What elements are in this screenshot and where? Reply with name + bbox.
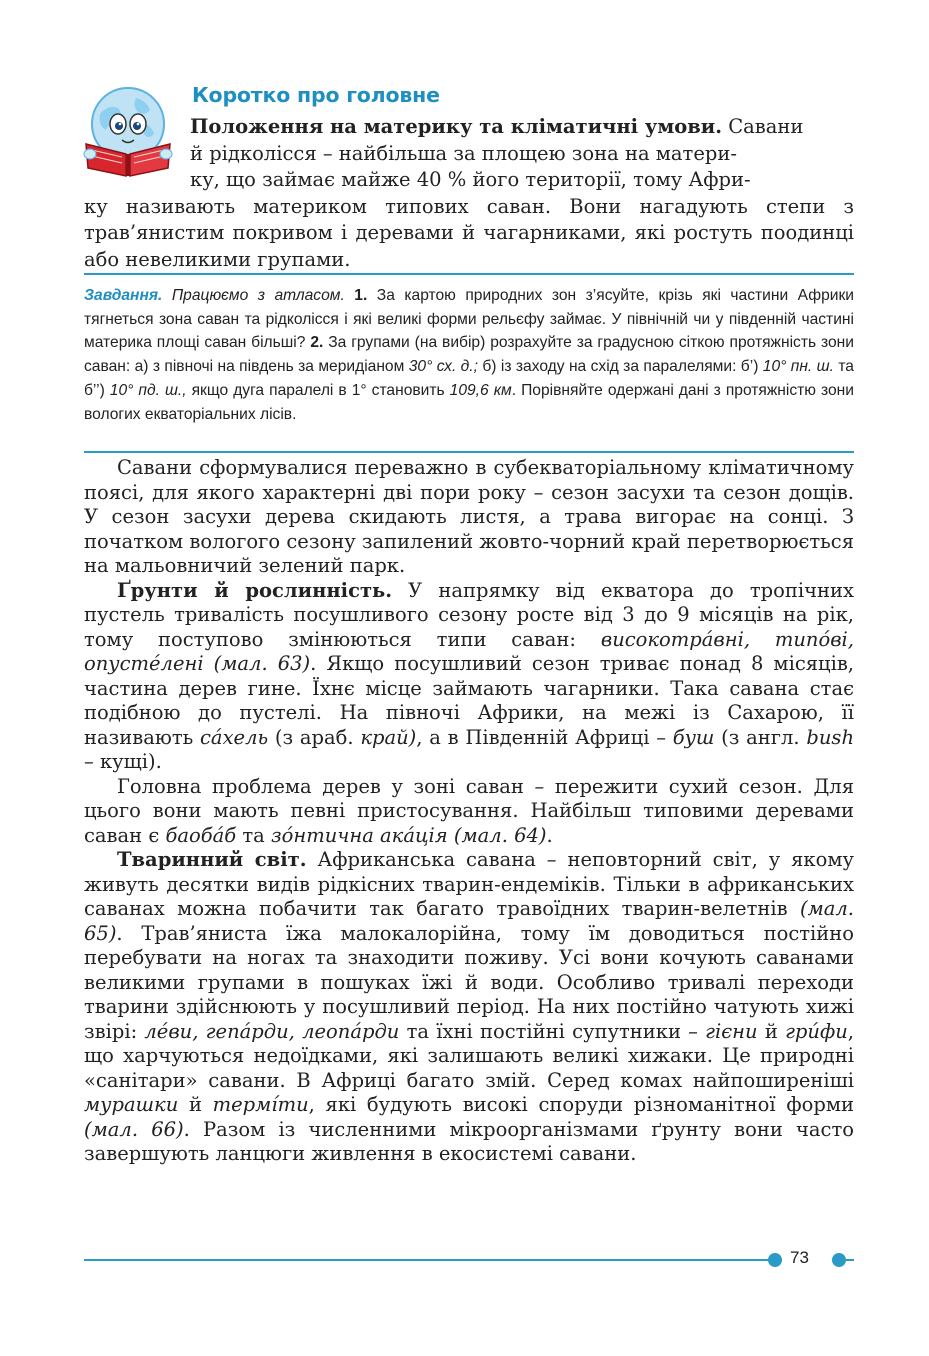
italic-run: гієни xyxy=(705,1019,758,1043)
task-text-2e: та б’’) xyxy=(84,358,854,399)
text-run: Африканська савана – неповторний світ, у якому живуть десятки видів рідкісних тварин-ендеміків. Тільки в африканських саванах можна побачити так багато травоїдних тварин-велетнів xyxy=(84,848,854,920)
footer-dot-right-icon xyxy=(832,1253,846,1267)
paragraph-trees xyxy=(84,775,854,849)
paragraph-soils xyxy=(84,579,854,775)
text-run: (з араб. xyxy=(268,725,361,749)
text-run: . Трав’яниста їжа малокалорійна, тому їм доводиться постійно перебувати на ногах та знаходити поживу. Усі вони кочують саванами великими групами в пошуках їжі й води. Особливо тривалі переходи тварини здійснюють у посушливий період. На них постійно чатують хижі звірі: xyxy=(84,921,854,1043)
task-subtitle: Працюємо з атласом. xyxy=(162,287,345,304)
italic-run: мурашки xyxy=(84,1093,179,1116)
italic-run: (мал. 65) xyxy=(84,897,854,945)
italic-run: (мал. 66) xyxy=(84,1117,184,1141)
task-top-rule xyxy=(84,273,854,275)
italic-run: буш xyxy=(672,725,715,749)
paragraph-climate: Савани сформувалися переважно в субекваторіальному кліматичному поясі, для якого характерні дві пори року – сезон засухи та сезон дощів. У сезон засухи дерева скидають листя, а трава вигорає на сонці. З початком вологого сезону запилений жовто-чорний край перетворюється на мальовничий зелений парк. xyxy=(84,456,854,577)
italic-run: грúфи xyxy=(785,1019,848,1043)
text-run: – кущі). xyxy=(84,750,162,773)
summary-paragraph xyxy=(84,114,854,273)
text-run: , які будують високі споруди різноманітної форми xyxy=(308,1093,854,1116)
text-run: . xyxy=(546,823,553,847)
text-run: У напрямку від екватора до тропічних пустель тривалість посушливого сезону росте від 3 до 9 місяців на рік, тому поступово змінюються типи саван: xyxy=(84,578,854,651)
task-number-2: 2. xyxy=(305,334,324,352)
text-run: (з англ. xyxy=(714,725,807,749)
task-number-1: 1. xyxy=(344,287,368,304)
task-label: Завдання. xyxy=(84,287,163,304)
task-box xyxy=(84,284,854,426)
task-text-2b: 30° сх. д.; xyxy=(408,358,478,376)
task-text-2i: . Порівняйте одержані дані з протяжністю зони вологих екваторіальних лісів. xyxy=(84,381,854,423)
summary-bold-lead: Положення на материку та кліматичні умови. xyxy=(190,115,723,138)
task-text-2g: якщо дуга паралелі в 1° становить xyxy=(186,381,450,399)
paragraph-fauna-heading: Тваринний світ. xyxy=(117,848,307,871)
text-run: й xyxy=(757,1019,786,1043)
italic-run: зóнтична акáція (мал. 64) xyxy=(270,823,547,847)
footer-rule-end xyxy=(846,1259,854,1261)
summary-line-1 xyxy=(84,114,854,141)
footer-rule xyxy=(84,1259,770,1261)
text-run: , що харчуються недоїдками, які залишають великі хижаки. Це природні «санітари» савани. В Африці багато змій. Серед комах найпоширеніші xyxy=(84,1019,854,1092)
text-run: . Разом із численними мікроорганізмами ґрунту вони часто завершують ланцюги живлення в екосистемі савани. xyxy=(84,1117,854,1165)
task-bottom-rule xyxy=(84,451,854,453)
italic-run: край) xyxy=(360,725,417,749)
text-run: . Якщо посушливий сезон триває понад 8 місяців, частина дерев гине. Їхнє місце займають чагарники. Така савана стає подібною до пустелі. На півночі Африки, на межі із Сахарою, її називають xyxy=(84,652,854,749)
task-text-2c: б) із заходу на схід за паралелями: б’) xyxy=(477,358,763,376)
text-run: й xyxy=(178,1093,213,1116)
text-run: та їхні постійні супутники – xyxy=(399,1019,706,1043)
task-text-1: За картою природних зон з’ясуйте, крізь які частини Африки тягнеться зона саван та рідколісся і які великі форми рельєфу займає. У північній чи у південній частині материка площі саван більші? xyxy=(84,287,854,352)
task-text-2d: 10° пн. ш. xyxy=(762,358,834,376)
text-run: Головна проблема дерев у зоні саван – пережити сухий сезон. Для цього вони мають певні пристосування. Найбільш типовими деревами саван є xyxy=(84,774,854,847)
footer-dot-left-icon xyxy=(768,1253,782,1267)
summary-line-3: ку, що займає майже 40 % його території, тому Афри- xyxy=(190,168,751,191)
summary-rest: ку називають материком типових саван. Вони нагадують степи з трав’янистим покривом і деревами й чагарниками, які ростуть поодинці або невеликими групами. xyxy=(84,194,854,271)
italic-run: сáхель xyxy=(200,725,269,749)
task-text-2f: 10° пд. ш., xyxy=(109,381,187,399)
italic-run: лéви, гепáрди, леопáрди xyxy=(144,1019,400,1043)
page-number: 73 xyxy=(790,1248,809,1267)
text-run: та xyxy=(236,823,271,847)
paragraph-soils-heading: Ґрунти й рослинність. xyxy=(117,578,393,602)
italic-run: bush xyxy=(806,725,854,749)
italic-run: термíти xyxy=(212,1093,309,1116)
section-heading: Коротко про головне xyxy=(192,83,440,107)
summary-line-2: й рідколісся – найбільша за площею зона на матери- xyxy=(190,141,737,165)
text-run: , а в Південній Африці – xyxy=(416,725,673,749)
italic-run: баобáб xyxy=(165,823,237,847)
summary-line1-rest: Савани xyxy=(722,115,804,138)
main-text xyxy=(84,456,854,1167)
italic-run: високотрáвні, типóві, опустéлені (мал. 63) xyxy=(84,627,854,675)
paragraph-fauna xyxy=(84,848,854,1167)
task-text-2a: За групами (на вибір) розрахуйте за градусною сіткою протяжність зони саван: а) з півночі на південь за меридіаном xyxy=(84,334,854,376)
task-text-2h: 109,6 км xyxy=(449,381,512,399)
